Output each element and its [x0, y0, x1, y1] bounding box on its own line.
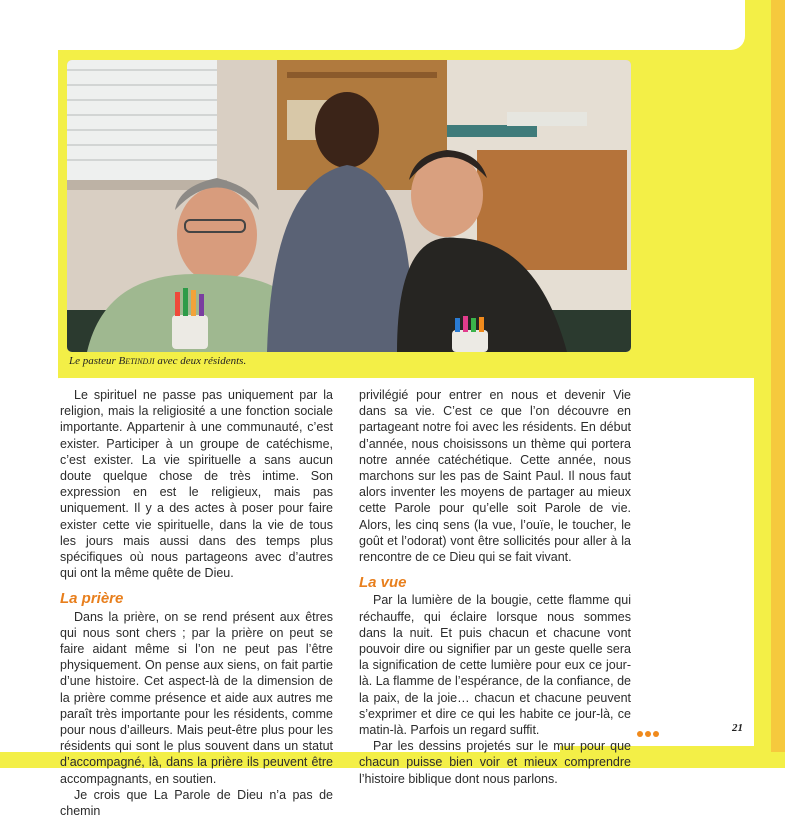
priere-paragraph-1: Dans la prière, on se rend présent aux êtres qui nous sont chers ; par la prière on peut se faire aidant même si l’on ne peut pas l’être physiquement. On pense aux siens, on fait partie d’une histoire. Cet aspect-là de la dimension de la prière comme présence et aide aux autres me paraît très importante pour les résidents, comme pour nous d’ailleurs. Mais peut-être plus pour les résidents qui sont le plus souvent dans un statut d’accompagné, là, dans la prière ils peuvent être accompagnants, en soutien. [60, 609, 333, 786]
priere-paragraph-2: Je crois que La Parole de Dieu n’a pas de chemin [60, 787, 333, 819]
vue-paragraph-2: Par les dessins projetés sur le mur pour que chacun puisse bien voir et mieux comprendre l’histoire biblique dont nous parlons. [359, 739, 631, 786]
photo [67, 60, 631, 352]
right-column [359, 387, 631, 787]
caption-prefix: Le pasteur [69, 355, 119, 367]
dot-3 [653, 731, 659, 737]
photo-illustration [67, 60, 631, 352]
heading-la-priere: La prière [60, 590, 124, 608]
dot-1 [637, 731, 643, 737]
page-edge-strip [771, 0, 785, 768]
left-column [60, 387, 333, 819]
caption-suffix: avec deux résidents. [154, 355, 247, 367]
right-intro-paragraph: privilégié pour entrer en nous et devenir Vie dans sa vie. C’est ce que l’on découvre en partageant notre foi avec les résidents. En début d’année, nous choisissons un thème qui portera notre année catéchétique. Cette année, nous marchons sur les pas de Saint Paul. Il nous faut alors inventer les moyens de partager au mieux cette Parole pour qu’elle soit Parole de vie. Alors, les cinq sens (la vue, l’ouïe, le toucher, le goût et l’odorat) vont être sollicités pour aller à la rencontre de ce Dieu qui se fait vivant. [359, 388, 631, 565]
heading-la-vue: La vue [359, 574, 407, 592]
dot-2 [645, 731, 651, 737]
left-intro-paragraph: Le spirituel ne passe pas uniquement par la religion, mais la religiosité a une fonction sociale importante. Appartenir à une communauté, c’est exister. Participer à un groupe de catéchisme, c’est exister. La vie spirituelle a sans aucun doute quelque chose de très intime. Son expression en est le religieux, mais pas uniquement. Il y a des actes à poser pour faire exister cette vie spirituelle, dans la vie de tous les jours mais aussi dans des temps plus spécifiques où nous partageons avec d’autres qui ont la même quête de Dieu. [60, 388, 333, 581]
page-number: 21 [732, 722, 743, 734]
caption-name: Betindji [118, 355, 155, 367]
continuation-dots [637, 724, 661, 742]
photo-caption [69, 355, 246, 367]
top-white-panel [0, 0, 745, 50]
vue-paragraph-1: Par la lumière de la bougie, cette flamme qui réchauffe, qui éclaire lorsque nous sommes dans la nuit. Et puis chacun et chacune vont pouvoir dire ou signifier par un geste quelle sera la signification de cette lumière pour eux ce jour-là. La flamme de l’espérance, de la confiance, de la paix, de la joie… chacun et chacune peuvent s’exprimer et dire ce qui les habite ce jour-là, ce matin-là. Parfois un regard suffit. [359, 593, 631, 738]
